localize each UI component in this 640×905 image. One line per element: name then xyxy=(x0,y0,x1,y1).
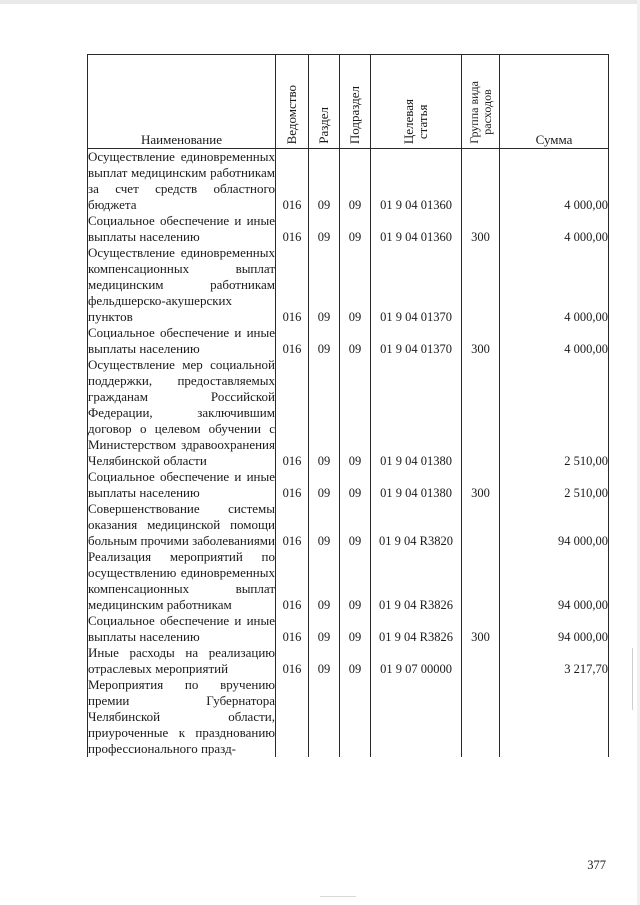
header-sum-label: Сумма xyxy=(535,132,573,147)
table-row xyxy=(88,613,609,645)
row-sum: 4 000,00 xyxy=(500,213,609,245)
row-sum: 94 000,00 xyxy=(500,549,609,613)
row-name: Совершенствование системы оказания медицинской помощи больным прочими заболеваниями xyxy=(88,501,275,548)
row-department xyxy=(276,677,309,757)
table-header xyxy=(88,55,609,149)
table-row xyxy=(88,469,609,501)
row-expense-group xyxy=(462,677,500,757)
row-section: 09 xyxy=(309,149,340,214)
row-section xyxy=(309,677,340,757)
row-department: 016 xyxy=(276,501,309,549)
header-sum xyxy=(500,55,609,149)
header-expense-group-label xyxy=(468,81,494,144)
row-sum: 2 510,00 xyxy=(500,469,609,501)
row-expense-group xyxy=(462,549,500,613)
row-subsection: 09 xyxy=(340,245,371,325)
table-row xyxy=(88,549,609,613)
row-sum: 4 000,00 xyxy=(500,245,609,325)
page-number: 377 xyxy=(587,858,606,872)
header-target-article xyxy=(371,55,462,149)
scan-artifact-line xyxy=(320,896,356,897)
row-subsection: 09 xyxy=(340,613,371,645)
row-department: 016 xyxy=(276,213,309,245)
table-row xyxy=(88,501,609,549)
row-section: 09 xyxy=(309,325,340,357)
header-department xyxy=(276,55,309,149)
row-section: 09 xyxy=(309,357,340,469)
row-expense-group xyxy=(462,245,500,325)
row-target-article: 01 9 04 R3820 xyxy=(371,501,462,549)
header-section-label: Раздел xyxy=(316,107,331,144)
row-department: 016 xyxy=(276,613,309,645)
row-name: Социальное обеспечение и иные выплаты населению xyxy=(88,213,275,244)
row-subsection: 09 xyxy=(340,149,371,214)
row-target-article: 01 9 04 R3826 xyxy=(371,613,462,645)
row-section: 09 xyxy=(309,245,340,325)
row-section: 09 xyxy=(309,213,340,245)
row-department: 016 xyxy=(276,549,309,613)
header-section xyxy=(309,55,340,149)
header-name xyxy=(88,55,276,149)
row-target-article: 01 9 04 01370 xyxy=(371,245,462,325)
table-row xyxy=(88,213,609,245)
row-target-article: 01 9 04 01360 xyxy=(371,213,462,245)
header-subsection xyxy=(340,55,371,149)
row-section: 09 xyxy=(309,469,340,501)
row-department: 016 xyxy=(276,645,309,677)
row-department: 016 xyxy=(276,357,309,469)
row-sum: 3 217,70 xyxy=(500,645,609,677)
row-subsection xyxy=(340,677,371,757)
row-section: 09 xyxy=(309,645,340,677)
row-name: Осуществление единовременных компенсационных выплат медицинским работникам фельдшерско-акушерских пунктов xyxy=(88,245,275,324)
row-name: Осуществление мер социальной поддержки, предоставляемых гражданам Российской Федерации, заключившим договор о целевом обучении с Министерством здравоохранения Челябинской области xyxy=(88,357,275,468)
header-group-line2: расходов xyxy=(479,89,494,136)
row-target-article: 01 9 04 01380 xyxy=(371,469,462,501)
header-group-line1: Группа вида xyxy=(466,81,481,144)
header-subsection-label: Подраздел xyxy=(347,85,362,144)
table-row xyxy=(88,245,609,325)
row-expense-group: 300 xyxy=(462,213,500,245)
row-sum: 4 000,00 xyxy=(500,325,609,357)
row-expense-group xyxy=(462,149,500,214)
row-sum xyxy=(500,677,609,757)
row-department: 016 xyxy=(276,149,309,214)
budget-table xyxy=(87,54,609,757)
row-expense-group: 300 xyxy=(462,469,500,501)
row-name: Иные расходы на реализацию отраслевых мероприятий xyxy=(88,645,275,676)
scan-edge-top xyxy=(0,0,640,4)
row-sum: 94 000,00 xyxy=(500,613,609,645)
row-subsection: 09 xyxy=(340,549,371,613)
scan-artifact-mark xyxy=(632,648,633,710)
row-section: 09 xyxy=(309,501,340,549)
row-expense-group: 300 xyxy=(462,325,500,357)
table-body xyxy=(88,149,609,758)
row-subsection: 09 xyxy=(340,325,371,357)
row-subsection: 09 xyxy=(340,213,371,245)
row-target-article xyxy=(371,677,462,757)
row-expense-group: 300 xyxy=(462,613,500,645)
row-department: 016 xyxy=(276,325,309,357)
row-sum: 94 000,00 xyxy=(500,501,609,549)
row-section: 09 xyxy=(309,549,340,613)
row-expense-group xyxy=(462,501,500,549)
row-expense-group xyxy=(462,357,500,469)
row-sum: 4 000,00 xyxy=(500,149,609,214)
table-row xyxy=(88,645,609,677)
header-department-label: Ведомство xyxy=(284,84,299,144)
row-target-article: 01 9 04 01370 xyxy=(371,325,462,357)
table-row xyxy=(88,149,609,214)
row-name: Социальное обеспечение и иные выплаты населению xyxy=(88,325,275,356)
header-expense-group xyxy=(462,55,500,149)
row-sum: 2 510,00 xyxy=(500,357,609,469)
row-target-article: 01 9 04 01380 xyxy=(371,357,462,469)
row-name: Осуществление единовременных выплат медицинским работникам за счет средств областного бюджета xyxy=(88,149,275,212)
row-department: 016 xyxy=(276,245,309,325)
header-target-line1: Целевая xyxy=(401,98,416,144)
row-target-article: 01 9 04 R3826 xyxy=(371,549,462,613)
row-target-article: 01 9 07 00000 xyxy=(371,645,462,677)
header-target-article-label xyxy=(402,99,430,144)
row-name: Мероприятия по вручению премии Губернатора Челябинской области, приуроченные к празднованию профессионального празд- xyxy=(88,677,275,756)
row-expense-group xyxy=(462,645,500,677)
table-row xyxy=(88,325,609,357)
table-row xyxy=(88,677,609,757)
row-name: Социальное обеспечение и иные выплаты населению xyxy=(88,613,275,644)
row-name: Социальное обеспечение и иные выплаты населению xyxy=(88,469,275,500)
row-subsection: 09 xyxy=(340,357,371,469)
row-name: Реализация мероприятий по осуществлению единовременных компенсационных выплат медицинским работникам xyxy=(88,549,275,612)
header-name-label: Наименование xyxy=(141,132,222,147)
row-subsection: 09 xyxy=(340,501,371,549)
row-section: 09 xyxy=(309,613,340,645)
header-target-line2: статья xyxy=(415,104,430,139)
row-department: 016 xyxy=(276,469,309,501)
table-row xyxy=(88,357,609,469)
row-subsection: 09 xyxy=(340,645,371,677)
row-subsection: 09 xyxy=(340,469,371,501)
row-target-article: 01 9 04 01360 xyxy=(371,149,462,214)
